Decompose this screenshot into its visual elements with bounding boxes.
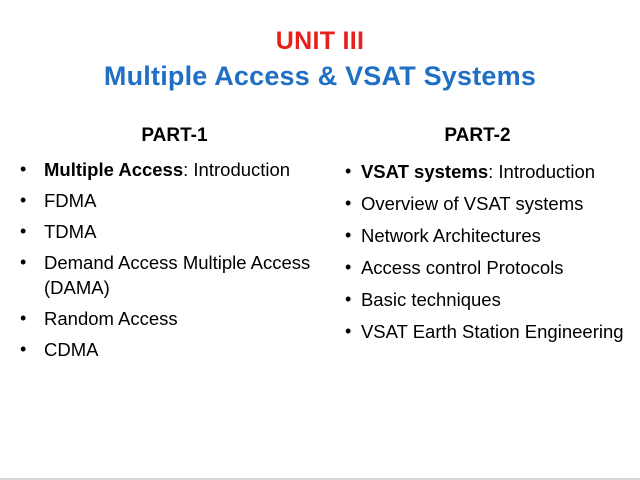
list-item (345, 159, 634, 184)
right-bullet-list (345, 159, 634, 344)
left-column (6, 125, 335, 368)
list-item (14, 157, 335, 182)
list-item-text: Basic techniques (360, 289, 501, 310)
list-item-text: Demand Access Multiple Access (DAMA) (44, 252, 311, 298)
list-item (345, 319, 634, 344)
list-item-emphasis: VSAT systems (360, 161, 489, 182)
slide-title-subject: Multiple Access & VSAT Systems (103, 61, 537, 91)
title-block (0, 0, 640, 93)
slide-title-unit: UNIT III (275, 27, 365, 55)
list-item (14, 188, 335, 213)
list-item (345, 223, 634, 248)
right-column (335, 125, 634, 368)
list-item (345, 287, 634, 312)
list-item-text: VSAT Earth Station Engineering (360, 321, 624, 342)
list-item (14, 337, 335, 362)
list-item (14, 306, 335, 331)
list-item-text: Access control Protocols (360, 257, 564, 278)
list-item-text: CDMA (44, 339, 99, 360)
list-item (345, 191, 634, 216)
list-item (14, 250, 335, 300)
list-item (345, 255, 634, 280)
list-item-text: FDMA (44, 190, 97, 211)
list-item-text: : Introduction (183, 159, 291, 180)
list-item-text: Network Architectures (360, 225, 541, 246)
list-item-text: : Introduction (488, 161, 596, 182)
content-columns (0, 125, 640, 368)
right-column-heading: PART-2 (444, 125, 511, 146)
left-column-heading: PART-1 (141, 125, 208, 146)
list-item-text: Overview of VSAT systems (360, 193, 584, 214)
list-item-emphasis: Multiple Access (44, 159, 184, 180)
list-item-text: Random Access (44, 308, 178, 329)
list-item-text: TDMA (44, 221, 97, 242)
left-bullet-list (14, 157, 335, 362)
list-item (14, 219, 335, 244)
